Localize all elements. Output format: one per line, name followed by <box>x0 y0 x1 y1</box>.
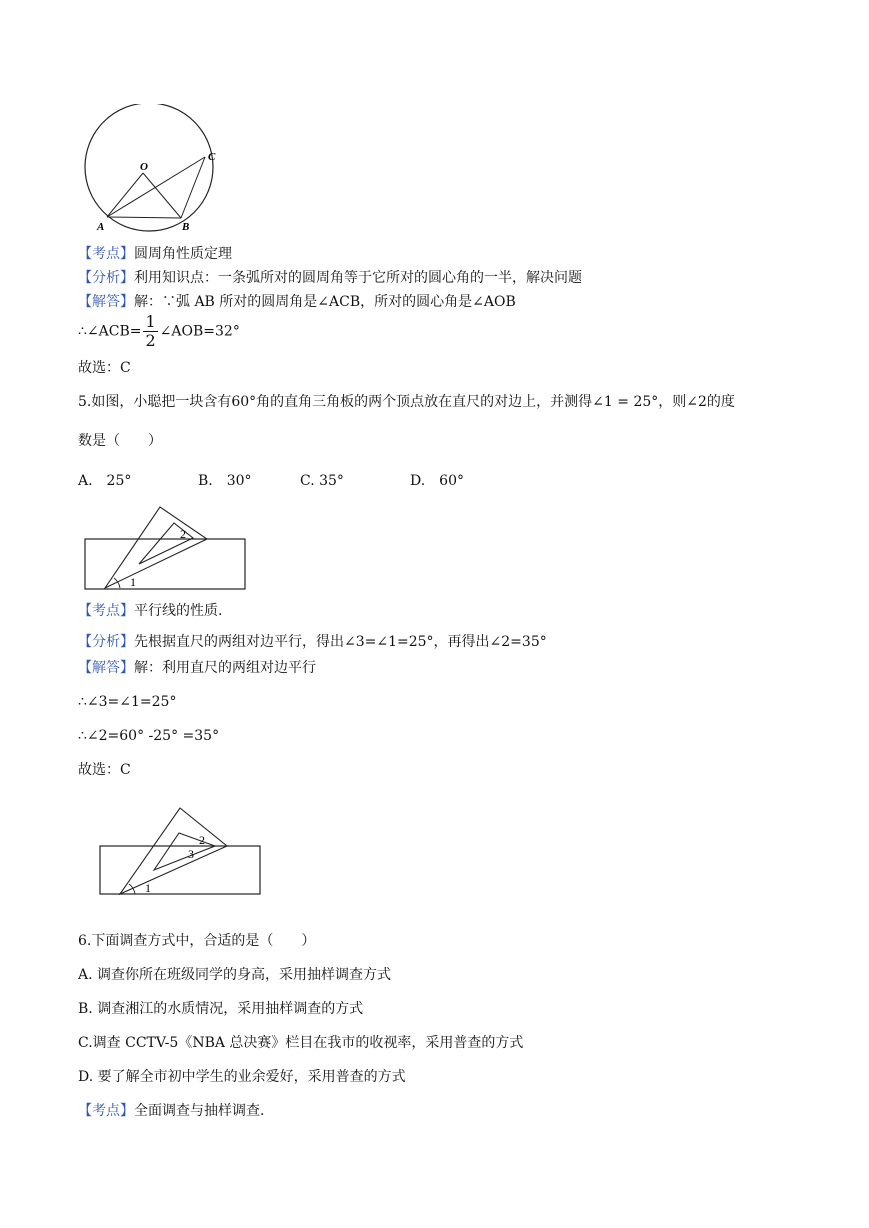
fenxi-text: 先根据直尺的两组对边平行，得出∠3=∠1=25°，再得出∠2=35° <box>134 634 547 650</box>
q6-option-d: D. 要了解全市初中学生的业余爱好，采用普查的方式 <box>78 1069 406 1085</box>
q5-step1: ∴∠3=∠1=25° <box>78 694 177 710</box>
fraction-numerator: 1 <box>145 312 156 331</box>
kaodian-tag: 【考点】 <box>78 1103 134 1119</box>
jieda-tag: 【解答】 <box>78 660 134 676</box>
jieda-tag: 【解答】 <box>78 294 134 310</box>
kaodian-text: 圆周角性质定理 <box>134 246 232 262</box>
q4-jieda <box>78 293 516 311</box>
kaodian-tag: 【考点】 <box>78 603 134 619</box>
q4-fenxi <box>78 269 582 287</box>
point-label-O: O <box>140 161 148 173</box>
q6-kaodian <box>78 1102 264 1120</box>
q4-answer: 故选：C <box>78 360 131 376</box>
q5-option-a: A. 25° <box>78 473 132 489</box>
kaodian-text: 平行线的性质. <box>134 603 223 619</box>
circle-figure <box>80 104 230 236</box>
q6-stem: 6.下面调查方式中，合适的是（ ） <box>78 933 316 949</box>
angle-label-1: 1 <box>145 881 151 895</box>
q5-step2: ∴∠2=60° -25° =35° <box>78 728 220 744</box>
q4-kaodian <box>78 245 232 263</box>
q5-answer: 故选：C <box>78 762 131 778</box>
q5-option-b: B. 30° <box>198 473 252 489</box>
q5-fenxi <box>78 633 547 651</box>
step-prefix: ∴∠ACB= <box>78 323 142 340</box>
jieda-text: 解：利用直尺的两组对边平行 <box>134 660 316 676</box>
jieda-text: 解：∵弧 AB 所对的圆周角是∠ACB，所对的圆心角是∠AOB <box>134 294 516 310</box>
q5-kaodian <box>78 602 222 620</box>
ruler-triangle-figure-2 <box>95 800 270 900</box>
q4-step <box>78 313 240 350</box>
q5-stem-line1: 5.如图，小聪把一块含有60°角的直角三角板的两个顶点放在直尺的对边上，并测得∠1 = 25°，则∠2的度 <box>78 394 735 410</box>
point-label-C: C <box>208 151 216 163</box>
angle-label-3: 3 <box>188 847 194 861</box>
point-label-A: A <box>97 221 105 233</box>
kaodian-text: 全面调查与抽样调查. <box>134 1103 265 1119</box>
fraction-half <box>143 313 157 350</box>
fenxi-tag: 【分析】 <box>78 270 134 286</box>
angle-label-1: 1 <box>130 575 136 589</box>
angle-label-2: 2 <box>199 833 205 847</box>
fraction-denominator: 2 <box>145 331 156 350</box>
q5-stem-line2: 数是（ ） <box>78 433 162 449</box>
ruler-triangle-figure <box>80 502 250 592</box>
q6-option-c: C.调查 CCTV-5《NBA 总决赛》栏目在我市的收视率，采用普查的方式 <box>78 1035 524 1051</box>
fenxi-text: 利用知识点：一条弧所对的圆周角等于它所对的圆心角的一半，解决问题 <box>134 270 582 286</box>
fenxi-tag: 【分析】 <box>78 634 134 650</box>
kaodian-tag: 【考点】 <box>78 246 134 262</box>
q6-option-a: A. 调查你所在班级同学的身高，采用抽样调查方式 <box>78 967 392 983</box>
step-suffix: ∠AOB=32° <box>159 323 240 340</box>
q5-option-d: D. 60° <box>410 473 464 489</box>
q6-option-b: B. 调查湘江的水质情况，采用抽样调查的方式 <box>78 1001 364 1017</box>
point-label-B: B <box>182 221 190 233</box>
q5-jieda <box>78 659 316 677</box>
q5-option-c: C. 35° <box>300 473 344 489</box>
angle-label-2: 2 <box>180 527 186 541</box>
